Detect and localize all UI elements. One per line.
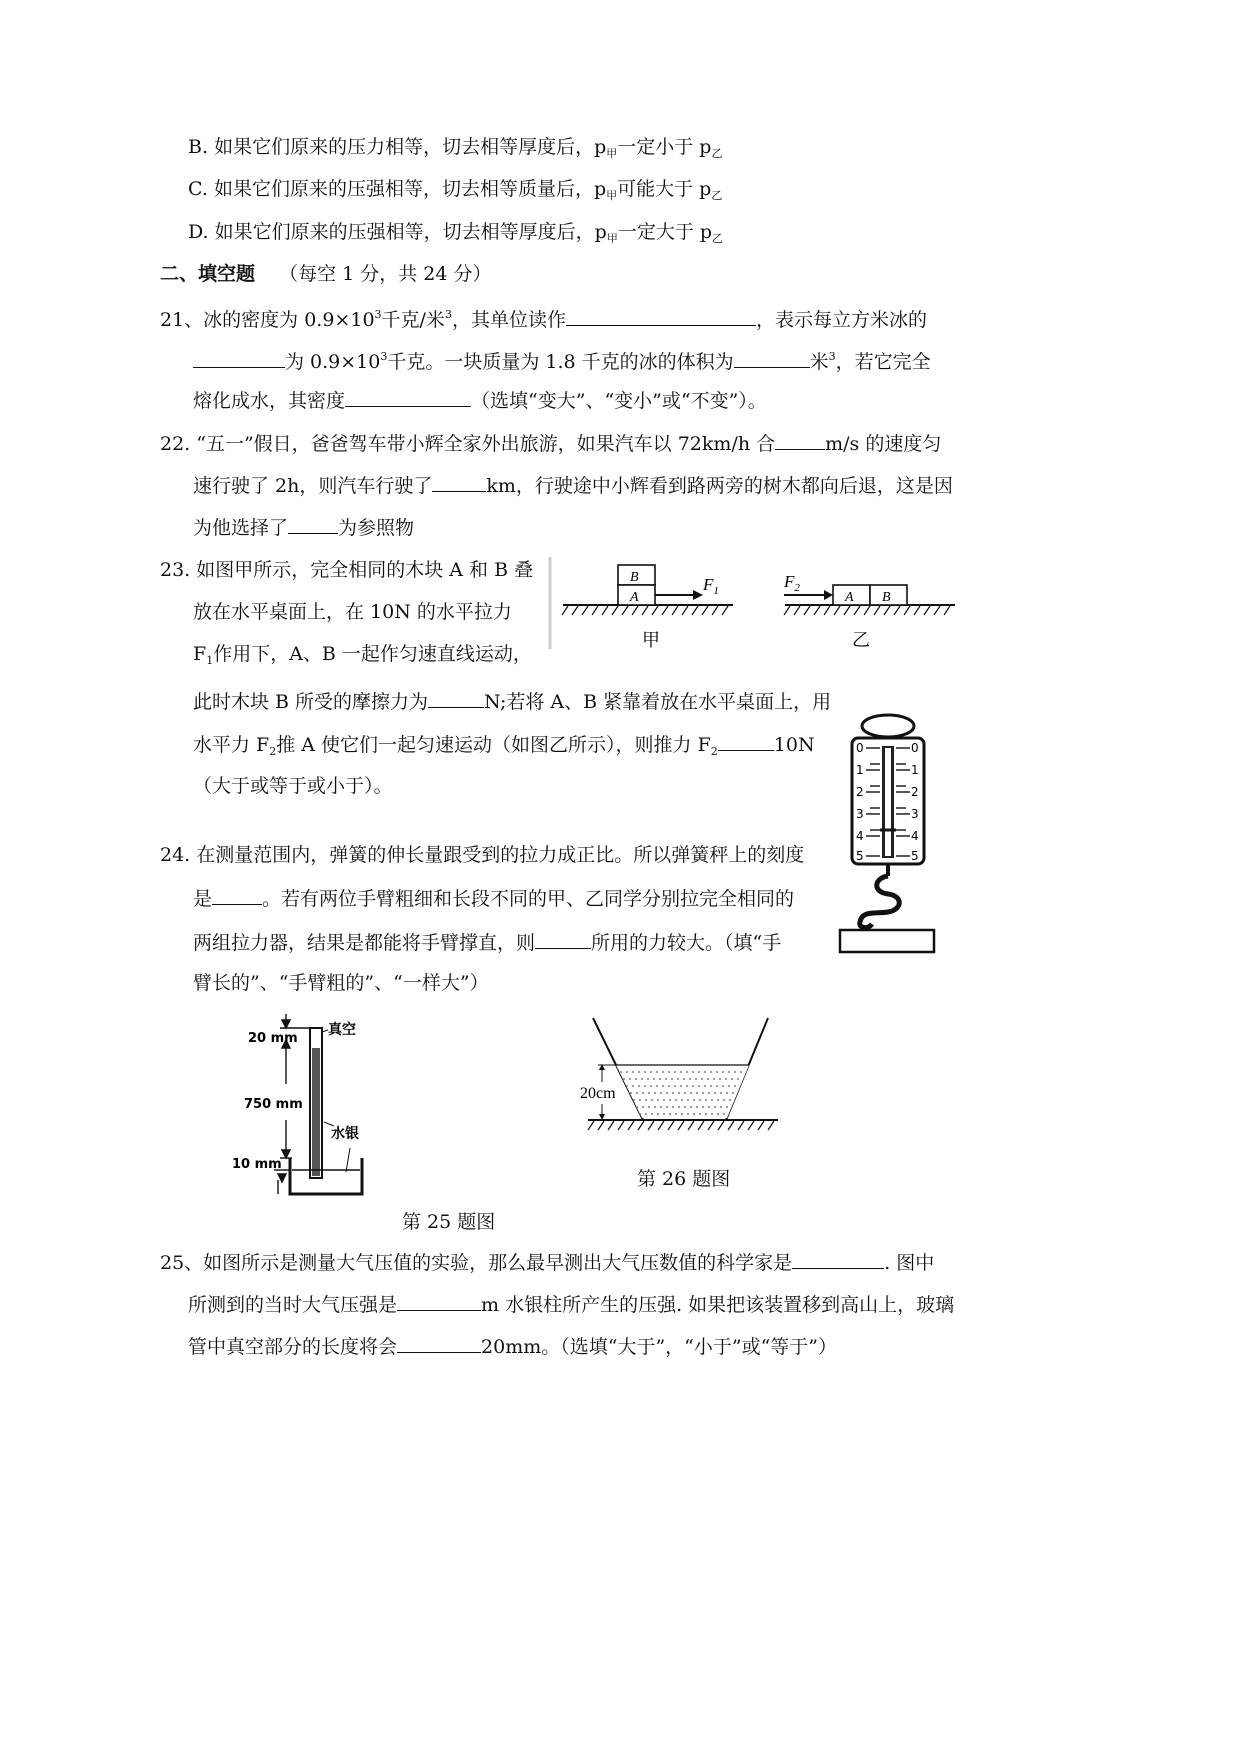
option-label: B. xyxy=(188,136,209,158)
option-text: 如果它们原来的压强相等，切去相等厚度后，p xyxy=(214,221,607,243)
answer-blank[interactable] xyxy=(566,305,756,326)
svg-text:甲: 甲 xyxy=(642,630,660,651)
answer-blank[interactable] xyxy=(535,928,591,949)
answer-blank[interactable] xyxy=(212,884,262,905)
subscript: 甲 xyxy=(606,147,618,160)
question-22-line-3: 为他选择了 为参照物 xyxy=(193,513,414,541)
question-23-line-1: 23. 如图甲所示，完全相同的木块 A 和 B 叠 xyxy=(160,559,534,581)
subscript: 乙 xyxy=(712,232,724,245)
subscript: 乙 xyxy=(711,147,723,160)
question-21-line-3: 熔化成水，其密度 （选填“变大”、“变小”或“不变”）。 xyxy=(193,386,767,414)
svg-text:750 mm: 750 mm xyxy=(244,1097,303,1112)
svg-text:2: 2 xyxy=(911,785,919,799)
svg-text:F2: $F_2$ xyxy=(784,572,800,594)
svg-text:1: 1 xyxy=(856,763,864,777)
ring-icon xyxy=(862,715,914,737)
question-21-line-1: 21、冰的密度为 $0.9\times 10^3$千克/米$^3$，其单位读作 ，表示每立方米冰的 xyxy=(160,302,927,333)
answer-blank[interactable] xyxy=(193,347,285,368)
option-text: 一定小于 p xyxy=(617,136,712,158)
answer-blank[interactable] xyxy=(345,386,471,407)
question-22-line-2: 速行驶了 2h，则汽车行驶了 km，行驶途中小辉看到路两旁的树木都向后退，这是因 xyxy=(193,471,953,499)
section-heading xyxy=(160,261,492,287)
option-text: 如果它们原来的压强相等，切去相等质量后，p xyxy=(213,178,607,200)
svg-text:5: 5 xyxy=(911,849,919,863)
svg-text:20cm: 20cm xyxy=(580,1085,616,1102)
answer-blank[interactable] xyxy=(718,730,774,751)
svg-text:20 mm: 20 mm xyxy=(248,1031,298,1046)
answer-blank[interactable] xyxy=(792,1248,884,1269)
spring-scale-figure xyxy=(838,712,938,957)
question-25-line-3: 管中真空部分的长度将会 20mm。（选填“大于”，“小于”或“等于”） xyxy=(188,1332,837,1360)
question-25-line-2: 所测到的当时大气压强是 m 水银柱所产生的压强. 如果把该装置移到高山上，玻璃 xyxy=(188,1290,954,1318)
question-23-line-5: 水平力 $F_2$推 A 使它们一起匀速运动（如图乙所示），则推力 $F_2$ 10N xyxy=(193,730,815,765)
question-24-line-2: 是 。若有两位手臂粗细和长段不同的甲、乙同学分别拉完全相同的 xyxy=(193,884,794,912)
figure-23-b xyxy=(780,553,960,651)
svg-text:A: A xyxy=(630,590,639,605)
svg-text:10 mm: 10 mm xyxy=(232,1157,282,1172)
answer-blank[interactable] xyxy=(428,687,484,708)
weight-block xyxy=(840,930,934,952)
svg-text:3: 3 xyxy=(911,807,919,821)
svg-text:4: 4 xyxy=(911,829,919,843)
svg-text:乙: 乙 xyxy=(852,630,870,651)
question-25-line-1: 25、如图所示是测量大气压值的实验，那么最早测出大气压数值的科学家是 . 图中 xyxy=(160,1248,934,1276)
question-21-line-2: 为 $0.9\times 10^3$千克。一块质量为 1.8 千克的冰的体积为 米$^3$，若它完全 xyxy=(193,344,931,375)
svg-text:水银: 水银 xyxy=(331,1126,359,1142)
question-23-line-3: $F_1$作用下，A、B 一起作匀速直线运动， xyxy=(193,643,532,667)
figure-25-barometer xyxy=(228,1010,383,1200)
question-24-line-1: 24. 在测量范围内，弹簧的伸长量跟受到的拉力成正比。所以弹簧秤上的刻度 xyxy=(160,844,805,866)
section-note: （每空 1 分，共 24 分） xyxy=(279,263,492,285)
question-23-line-6: （大于或等于或小于）。 xyxy=(193,775,393,797)
question-24-line-3: 两组拉力器，结果是都能将手臂撑直，则 所用的力较大。（填“手 xyxy=(193,928,781,956)
svg-text:0: 0 xyxy=(856,741,864,755)
figure-23-a xyxy=(548,553,748,651)
svg-text:2: 2 xyxy=(856,785,864,799)
option-c xyxy=(188,176,722,209)
svg-text:F1: $F_1$ xyxy=(703,575,719,597)
answer-blank[interactable] xyxy=(734,347,810,368)
svg-text:B: B xyxy=(882,590,891,605)
option-label: C. xyxy=(188,178,208,200)
subscript: 甲 xyxy=(606,189,618,202)
question-23-line-2: 放在水平桌面上，在 10N 的水平拉力 xyxy=(193,601,512,623)
answer-blank[interactable] xyxy=(775,429,825,450)
answer-blank[interactable] xyxy=(397,1332,481,1353)
figure-26-container xyxy=(578,1012,783,1137)
mercury-dish xyxy=(290,1158,362,1194)
option-b xyxy=(188,134,722,167)
svg-text:B: B xyxy=(630,570,639,585)
question-23-line-4: 此时木块 B 所受的摩擦力为 N;若将 A、B 紧靠着放在水平桌面上，用 xyxy=(193,687,831,715)
option-text: 一定大于 p xyxy=(617,221,713,243)
question-24-line-4: 臂长的”、“手臂粗的”、“一样大”） xyxy=(193,972,489,994)
option-text: 如果它们原来的压力相等，切去相等厚度后，p xyxy=(214,136,607,158)
option-d xyxy=(188,219,723,252)
water-body xyxy=(616,1065,749,1118)
answer-blank[interactable] xyxy=(397,1290,481,1311)
question-22-line-1: 22. “五一”假日，爸爸驾车带小辉全家外出旅游，如果汽车以 72km/h 合 m/s 的速度匀 xyxy=(160,429,941,457)
section-title: 二、填空题 xyxy=(160,263,256,285)
svg-text:真空: 真空 xyxy=(328,1022,356,1038)
svg-text:3: 3 xyxy=(856,807,864,821)
answer-blank[interactable] xyxy=(432,471,486,492)
option-label: D. xyxy=(188,221,209,243)
svg-text:4: 4 xyxy=(856,829,864,843)
svg-text:1: 1 xyxy=(911,763,919,777)
figure-25-caption: 第 25 题图 xyxy=(402,1211,496,1233)
subscript: 乙 xyxy=(711,189,723,202)
option-text: 可能大于 p xyxy=(617,178,712,200)
hook-icon xyxy=(860,876,900,928)
answer-blank[interactable] xyxy=(288,513,338,534)
figure-26-caption: 第 26 题图 xyxy=(637,1168,731,1190)
subscript: 甲 xyxy=(606,232,618,245)
svg-text:A: A xyxy=(845,590,854,605)
svg-text:5: 5 xyxy=(856,849,864,863)
svg-text:0: 0 xyxy=(911,741,919,755)
